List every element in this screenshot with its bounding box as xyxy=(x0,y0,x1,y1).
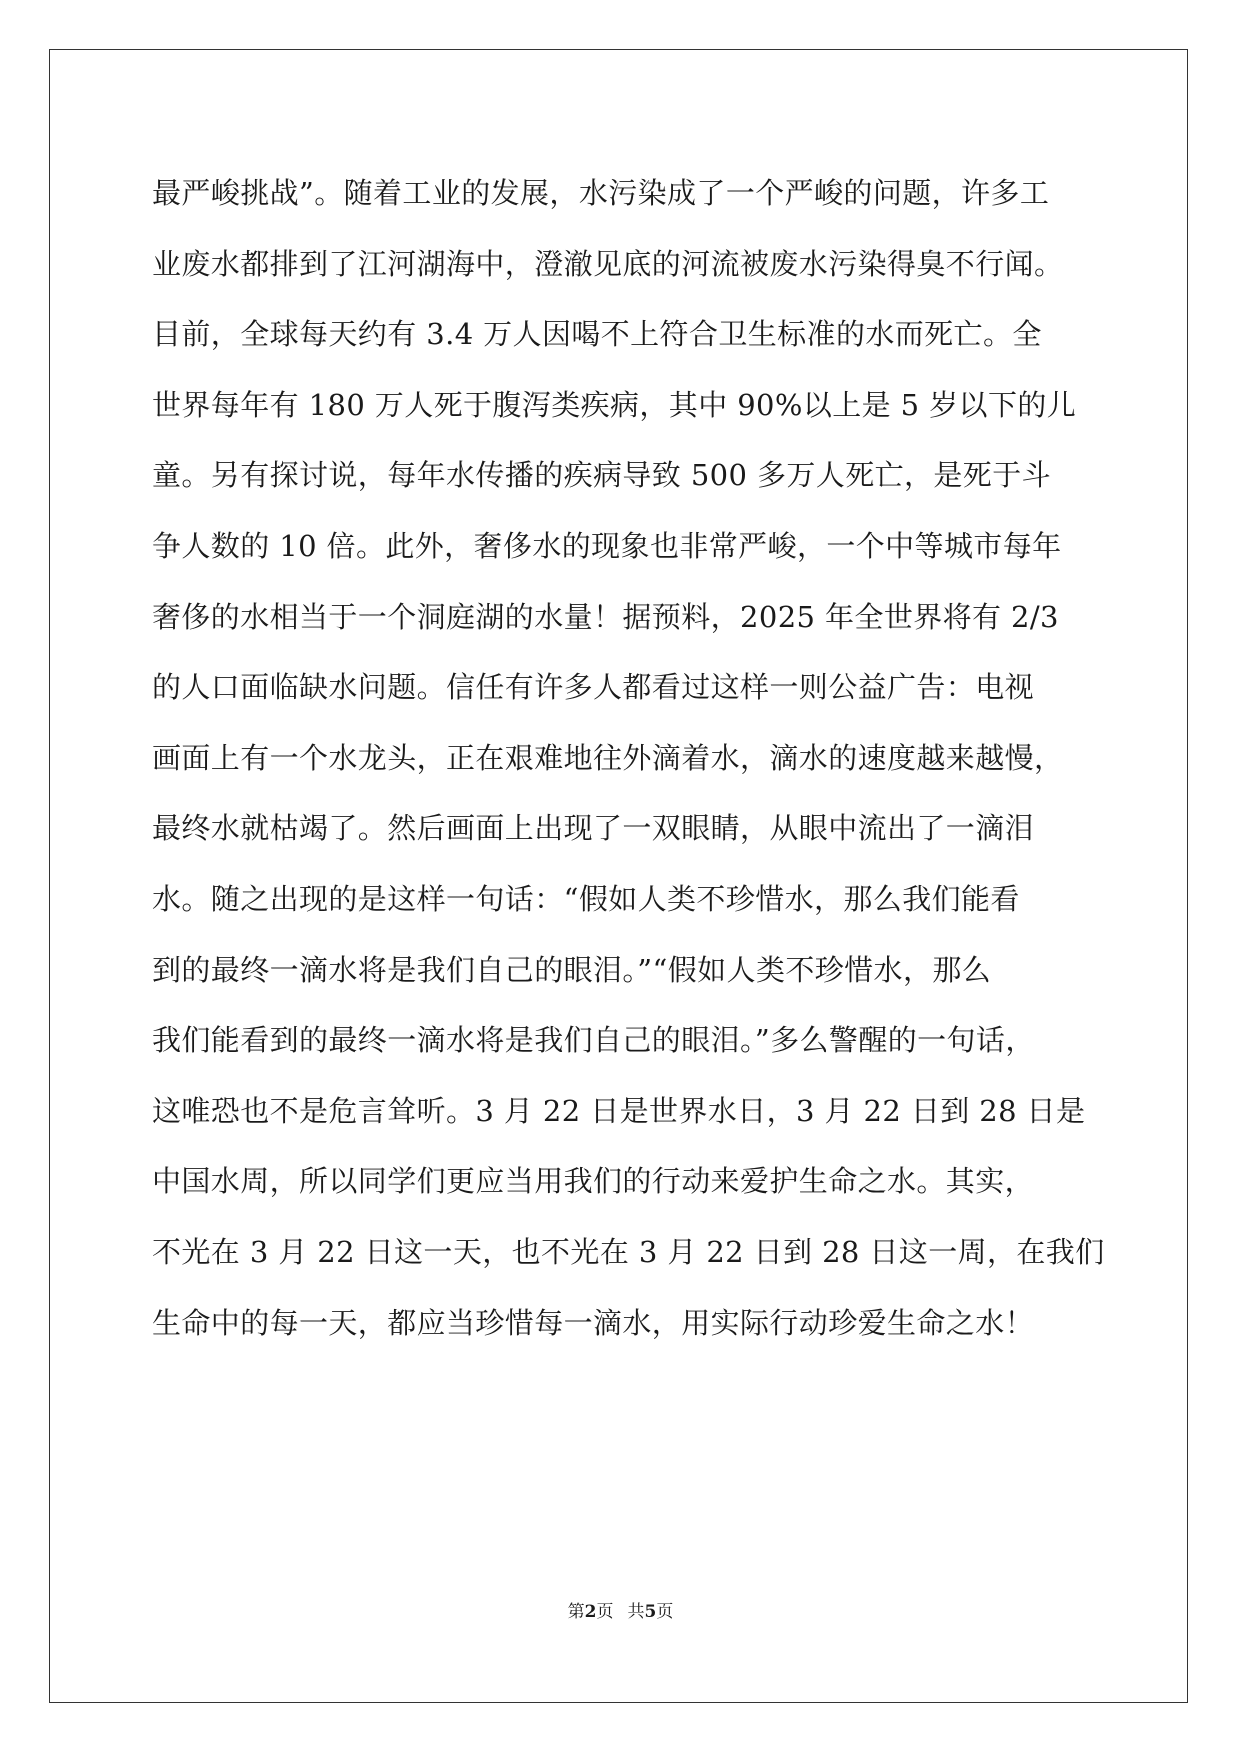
text-line: 业废水都排到了江河湖海中，澄澈见底的河流被废水污染得臭不行闻。 xyxy=(152,246,1064,281)
text-line: 世界每年有 180 万人死于腹泻类疾病，其中 90%以上是 5 岁以下的儿 xyxy=(152,387,1077,422)
text-line: 我们能看到的最终一滴水将是我们自己的眼泪。”多么警醒的一句话， xyxy=(152,1023,1035,1058)
text-line: 画面上有一个水龙头，正在艰难地往外滴着水，滴水的速度越来越慢， xyxy=(152,740,1064,775)
total-pages-prefix: 共 xyxy=(627,1602,645,1622)
current-page-number: 2 xyxy=(584,1602,597,1622)
text-line: 奢侈的水相当于一个洞庭湖的水量！据预料，2025 年全世界将有 2/3 xyxy=(152,599,1059,634)
text-line: 生命中的每一天，都应当珍惜每一滴水，用实际行动珍爱生命之水！ xyxy=(152,1305,1035,1340)
text-line: 目前，全球每天约有 3.4 万人因喝不上符合卫生标准的水而死亡。全 xyxy=(152,317,1042,352)
text-line: 争人数的 10 倍。此外，奢侈水的现象也非常严峻，一个中等城市每年 xyxy=(152,528,1062,563)
text-line: 最终水就枯竭了。然后画面上出现了一双眼睛，从眼中流出了一滴泪 xyxy=(152,811,1035,846)
text-line: 最严峻挑战”。随着工业的发展，水污染成了一个严峻的问题，许多工 xyxy=(152,176,1050,210)
text-line: 的人口面临缺水问题。信任有许多人都看过这样一则公益广告：电视 xyxy=(152,670,1035,705)
text-line: 这唯恐也不是危言耸听。3 月 22 日是世界水日，3 月 22 日到 28 日是 xyxy=(152,1093,1086,1128)
text-line: 不光在 3 月 22 日这一天，也不光在 3 月 22 日到 28 日这一周，在我们 xyxy=(152,1234,1105,1269)
page-number-prefix: 第 xyxy=(567,1602,585,1622)
text-line: 中国水周，所以同学们更应当用我们的行动来爱护生命之水。其实， xyxy=(152,1164,1035,1199)
document-body xyxy=(152,158,1105,1358)
text-line: 到的最终一滴水将是我们自己的眼泪。”“假如人类不珍惜水，那么 xyxy=(152,952,992,987)
text-line: 童。另有探讨说，每年水传播的疾病导致 500 多万人死亡，是死于斗 xyxy=(152,458,1051,493)
page-footer xyxy=(0,1600,1241,1624)
total-pages-suffix: 页 xyxy=(656,1602,674,1622)
text-line: 水。随之出现的是这样一句话：“假如人类不珍惜水，那么我们能看 xyxy=(152,881,1020,916)
total-page-count: 5 xyxy=(644,1602,657,1622)
page-number-suffix: 页 xyxy=(596,1602,614,1622)
